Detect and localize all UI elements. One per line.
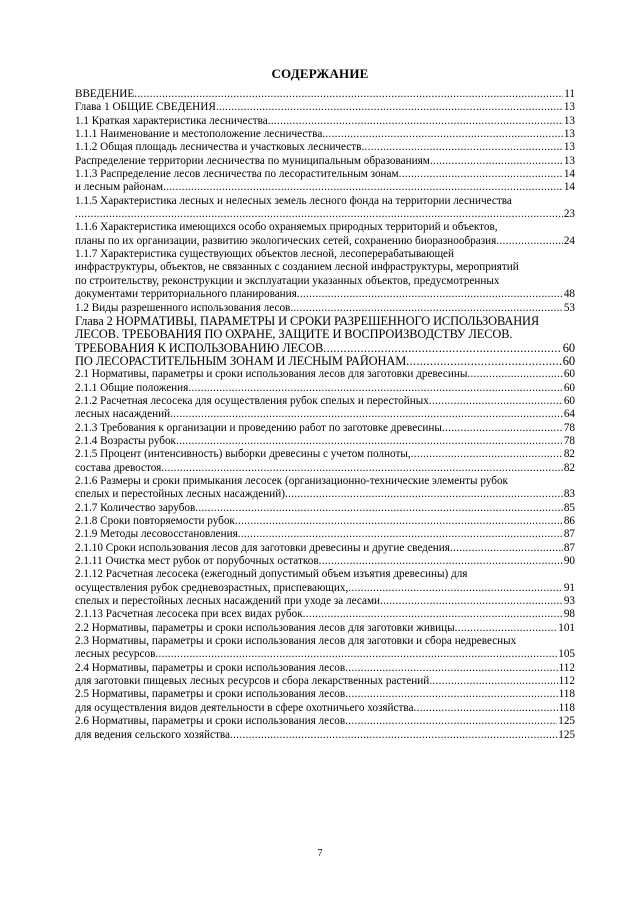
toc-entry: [75, 168, 575, 181]
toc-entry-text: Глава 2 НОРМАТИВЫ, ПАРАМЕТРЫ И СРОКИ РАЗРЕШЕННОГО ИСПОЛЬЗОВАНИЯ: [75, 314, 540, 328]
toc-entry-page: 14: [563, 181, 575, 194]
toc-entry-page: 125: [558, 715, 575, 728]
toc-entry-page: 60: [563, 394, 575, 407]
toc-entry-page: 83: [563, 488, 575, 501]
toc-entry-page: 14: [563, 168, 575, 181]
toc-entry-page: 60: [562, 354, 575, 368]
dot-leader: [285, 488, 563, 501]
toc-entry-text: осуществления рубок средневозрастных, приспевающих,: [75, 581, 349, 594]
toc-entry: [75, 488, 575, 501]
toc-entry-text: ПО ЛЕСОРАСТИТЕЛЬНЫМ ЗОНАМ И ЛЕСНЫМ РАЙОНАМ: [75, 354, 407, 368]
toc-entry: [75, 408, 575, 421]
toc-entry: [75, 595, 575, 608]
dot-leader: [442, 422, 563, 435]
toc-entry-text: 2.1.6 Размеры и сроки примыкания лесосек (организационно-технические элементы рубок: [75, 474, 508, 487]
toc-entry: [75, 448, 575, 461]
toc-entry-text: спелых и перестойных лесных насаждений): [75, 488, 285, 501]
toc-entry: [75, 475, 575, 488]
toc-entry-page: 87: [563, 528, 575, 541]
toc-entry-page: 85: [563, 501, 575, 514]
toc-entry-text: 2.1.10 Сроки использования лесов для заготовки древесины и другие сведения: [75, 541, 450, 554]
toc-entry-text: спелых и перестойных лесных насаждений при уходе за лесами: [75, 595, 381, 608]
toc-entry-text: 1.1.6 Характеристика имеющихся особо охраняемых природных территорий и объектов,: [75, 221, 498, 234]
toc-entry-text: 2.1.9 Методы лесовосстановления: [75, 528, 238, 541]
toc-entry-page: 78: [563, 434, 575, 447]
toc-entry-page: 64: [563, 408, 575, 421]
toc-entry-text: для заготовки пищевых лесных ресурсов и сбора лекарственных растений: [75, 675, 430, 688]
toc-entry-page: 82: [563, 448, 575, 461]
toc-entry-page: 90: [563, 555, 575, 568]
toc-entry: [75, 555, 575, 568]
dot-leader: [235, 515, 563, 528]
toc-entry-page: 13: [563, 141, 575, 154]
toc-entry-page: 91: [563, 581, 575, 594]
toc-entry-page: 23: [563, 208, 575, 221]
toc-entry: [75, 115, 575, 128]
toc-entry-text: 2.1.12 Расчетная лесосека (ежегодный допустимый объем изъятия древесины) для: [75, 568, 468, 581]
toc-entry: [75, 635, 575, 648]
toc-entry: [75, 195, 575, 208]
toc-entry-page: 101: [558, 621, 575, 634]
toc-entry: [75, 355, 575, 368]
toc-entry-text: 1.1.2 Общая площадь лесничества и участковых лесничеств: [75, 141, 362, 154]
dot-leader: [496, 235, 563, 248]
toc-entry: [75, 528, 575, 541]
table-of-contents: [75, 88, 575, 742]
dot-leader: [455, 622, 558, 635]
dot-leader: [411, 448, 563, 461]
toc-entry: [75, 128, 575, 141]
toc-entry-page: 118: [558, 701, 575, 714]
toc-entry: [75, 688, 575, 701]
toc-entry: [75, 702, 575, 715]
toc-entry-page: 105: [558, 648, 575, 661]
toc-entry-text: 1.1.5 Характеристика лесных и нелесных земель лесного фонда на территории лесничества: [75, 194, 512, 207]
dot-leader: [75, 208, 563, 221]
toc-entry-page: 13: [563, 114, 575, 127]
toc-entry-text: 2.1.11 Очистка мест рубок от порубочных остатков: [75, 555, 319, 568]
dot-leader: [348, 582, 563, 595]
dot-leader: [345, 662, 557, 675]
page-title: СОДЕРЖАНИЕ: [271, 66, 369, 81]
toc-entry-text: 2.4 Нормативы, параметры и сроки использования лесов: [75, 661, 346, 674]
toc-entry-text: ЛЕСОВ. ТРЕБОВАНИЯ ПО ОХРАНЕ, ЗАЩИТЕ И ВОСПРОИЗВОДСТВУ ЛЕСОВ.: [75, 328, 513, 342]
dot-leader: [303, 608, 563, 621]
toc-entry-page: 93: [563, 595, 575, 608]
toc-entry: [75, 328, 575, 341]
toc-entry-text: 2.1 Нормативы, параметры и сроки использования лесов для заготовки древесины: [75, 368, 468, 381]
toc-entry: [75, 275, 575, 288]
dot-leader: [238, 528, 563, 541]
toc-entry: [75, 715, 575, 728]
toc-entry: [75, 181, 575, 194]
dot-leader: [290, 302, 562, 315]
dot-leader: [134, 88, 563, 101]
toc-entry-text: планы по их организации, развитию экологических сетей, сохранению биоразнообразия: [75, 234, 497, 247]
toc-entry-text: и лесным районам: [75, 181, 164, 194]
toc-entry-text: для осуществления видов деятельности в сфере охотничьего хозяйства: [75, 701, 414, 714]
dot-leader: [467, 368, 562, 381]
dot-leader: [268, 115, 563, 128]
toc-entry: [75, 435, 575, 448]
toc-entry-text: 2.1.4 Возрасты рубок: [75, 434, 176, 447]
toc-entry-text: состава древостоя: [75, 461, 162, 474]
toc-entry-text: по строительству, реконструкции и эксплуатации указанных объектов, предусмотренных: [75, 274, 500, 287]
toc-entry: [75, 101, 575, 114]
toc-entry-text: 2.1.8 Сроки повторяемости рубок: [75, 515, 235, 527]
dot-leader: [380, 595, 563, 608]
dot-leader: [297, 288, 563, 301]
toc-entry-page: 11: [564, 88, 575, 100]
toc-entry-text: 1.1.3 Распределение лесов лесничества по лесорастительным зонам: [75, 168, 399, 181]
toc-entry-page: 60: [563, 381, 575, 394]
toc-entry: [75, 675, 575, 688]
toc-entry: [75, 315, 575, 328]
toc-entry-text: для ведения сельского хозяйства: [75, 728, 230, 741]
toc-entry: [75, 382, 575, 395]
toc-entry: [75, 368, 575, 381]
toc-entry: [75, 622, 575, 635]
toc-entry-page: 125: [558, 728, 575, 741]
dot-leader: [176, 435, 563, 448]
dot-leader: [161, 462, 563, 475]
toc-entry-page: 98: [563, 608, 575, 621]
page-number: 7: [317, 848, 323, 859]
dot-leader: [450, 542, 563, 555]
dot-leader: [345, 715, 557, 728]
toc-entry-text: инфраструктуры, объектов, не связанных с созданием лесной инфраструктуры, мероприятий: [75, 261, 519, 274]
toc-entry-page: 13: [563, 154, 575, 167]
toc-entry-page: 82: [563, 461, 575, 474]
dot-leader: [414, 702, 558, 715]
toc-entry: [75, 462, 575, 475]
toc-entry-page: 48: [563, 288, 575, 301]
toc-entry-text: 1.1.1 Наименование и местоположение лесничества: [75, 128, 323, 141]
toc-entry: [75, 608, 575, 621]
toc-entry-text: ТРЕБОВАНИЯ К ИСПОЛЬЗОВАНИЮ ЛЕСОВ: [75, 341, 324, 355]
toc-entry: [75, 302, 575, 315]
toc-entry-page: 112: [558, 661, 575, 674]
toc-entry-text: 2.3 Нормативы, параметры и сроки использования лесов для заготовки и сбора недревесных: [75, 635, 517, 648]
toc-entry-text: Распределение территории лесничества по муниципальным образованиям: [75, 154, 430, 167]
toc-entry-text: Глава 1 ОБЩИЕ СВЕДЕНИЯ: [75, 101, 216, 114]
dot-leader: [188, 382, 563, 395]
toc-entry-text: лесных насаждений: [75, 408, 171, 421]
toc-entry-text: 1.1.7 Характеристика существующих объектов лесной, лесоперерабатывающей: [75, 248, 455, 261]
dot-leader: [230, 729, 557, 742]
toc-entry: [75, 515, 575, 528]
toc-entry-text: 2.1.7 Количество зарубов: [75, 501, 196, 514]
toc-entry-text: документами территориального планирования: [75, 288, 297, 301]
dot-leader: [430, 155, 563, 168]
dot-leader: [361, 141, 562, 154]
toc-entry-page: 60: [563, 368, 575, 381]
dot-leader: [322, 128, 563, 141]
toc-entry: [75, 342, 575, 355]
toc-entry: [75, 155, 575, 168]
dot-leader: [216, 101, 563, 114]
toc-entry: [75, 648, 575, 661]
toc-entry-text: 1.1 Краткая характеристика лесничества: [75, 114, 268, 127]
toc-entry-text: 2.1.3 Требования к организации и проведению работ по заготовке древесины: [75, 421, 442, 434]
toc-entry: [75, 88, 575, 101]
toc-entry-page: 60: [562, 341, 575, 355]
dot-leader: [323, 342, 562, 355]
toc-entry-page: 78: [563, 421, 575, 434]
toc-entry-text: 2.1.13 Расчетная лесосека при всех видах рубок: [75, 608, 303, 621]
dot-leader: [195, 502, 563, 515]
toc-entry-text: ВВЕДЕНИЕ: [75, 88, 135, 100]
dot-leader: [429, 675, 557, 688]
toc-entry: [75, 221, 575, 234]
toc-entry: [75, 141, 575, 154]
toc-entry-text: лесных ресурсов: [75, 648, 156, 661]
toc-entry-page: 112: [558, 675, 575, 688]
toc-entry-text: 1.2 Виды разрешенного использования лесов: [75, 301, 291, 314]
toc-entry-text: 2.2 Нормативы, параметры и сроки использования лесов для заготовки живицы: [75, 621, 455, 634]
toc-entry: [75, 288, 575, 301]
dot-leader: [406, 355, 562, 368]
toc-entry: [75, 729, 575, 742]
dot-leader: [155, 648, 557, 661]
toc-entry: [75, 395, 575, 408]
toc-entry: [75, 422, 575, 435]
toc-entry: [75, 248, 575, 261]
toc-entry-page: 24: [563, 234, 575, 247]
dot-leader: [429, 395, 563, 408]
toc-entry: [75, 261, 575, 274]
toc-entry: [75, 542, 575, 555]
toc-entry-page: 118: [558, 688, 575, 701]
dot-leader: [345, 688, 557, 701]
dot-leader: [163, 181, 563, 194]
toc-entry: [75, 582, 575, 595]
toc-entry: [75, 502, 575, 515]
toc-entry: [75, 235, 575, 248]
toc-entry: [75, 568, 575, 581]
toc-entry-page: 13: [563, 101, 575, 114]
toc-entry-text: 2.1.2 Расчетная лесосека для осуществления рубок спелых и перестойных: [75, 394, 429, 407]
toc-entry-text: 2.5 Нормативы, параметры и сроки использования лесов: [75, 688, 346, 701]
toc-entry: [75, 662, 575, 675]
toc-entry-page: 13: [563, 128, 575, 141]
dot-leader: [399, 168, 563, 181]
toc-entry-page: 53: [563, 301, 575, 314]
dot-leader: [170, 408, 563, 421]
dot-leader: [319, 555, 563, 568]
toc-entry: [75, 208, 575, 221]
toc-entry-text: 2.6 Нормативы, параметры и сроки использования лесов: [75, 715, 346, 728]
toc-entry-text: 2.1.5 Процент (интенсивность) выборки древесины с учетом полноты,: [75, 448, 411, 461]
toc-entry-page: 86: [563, 515, 575, 527]
toc-entry-text: 2.1.1 Общие положения: [75, 381, 189, 394]
toc-entry-page: 87: [563, 541, 575, 554]
